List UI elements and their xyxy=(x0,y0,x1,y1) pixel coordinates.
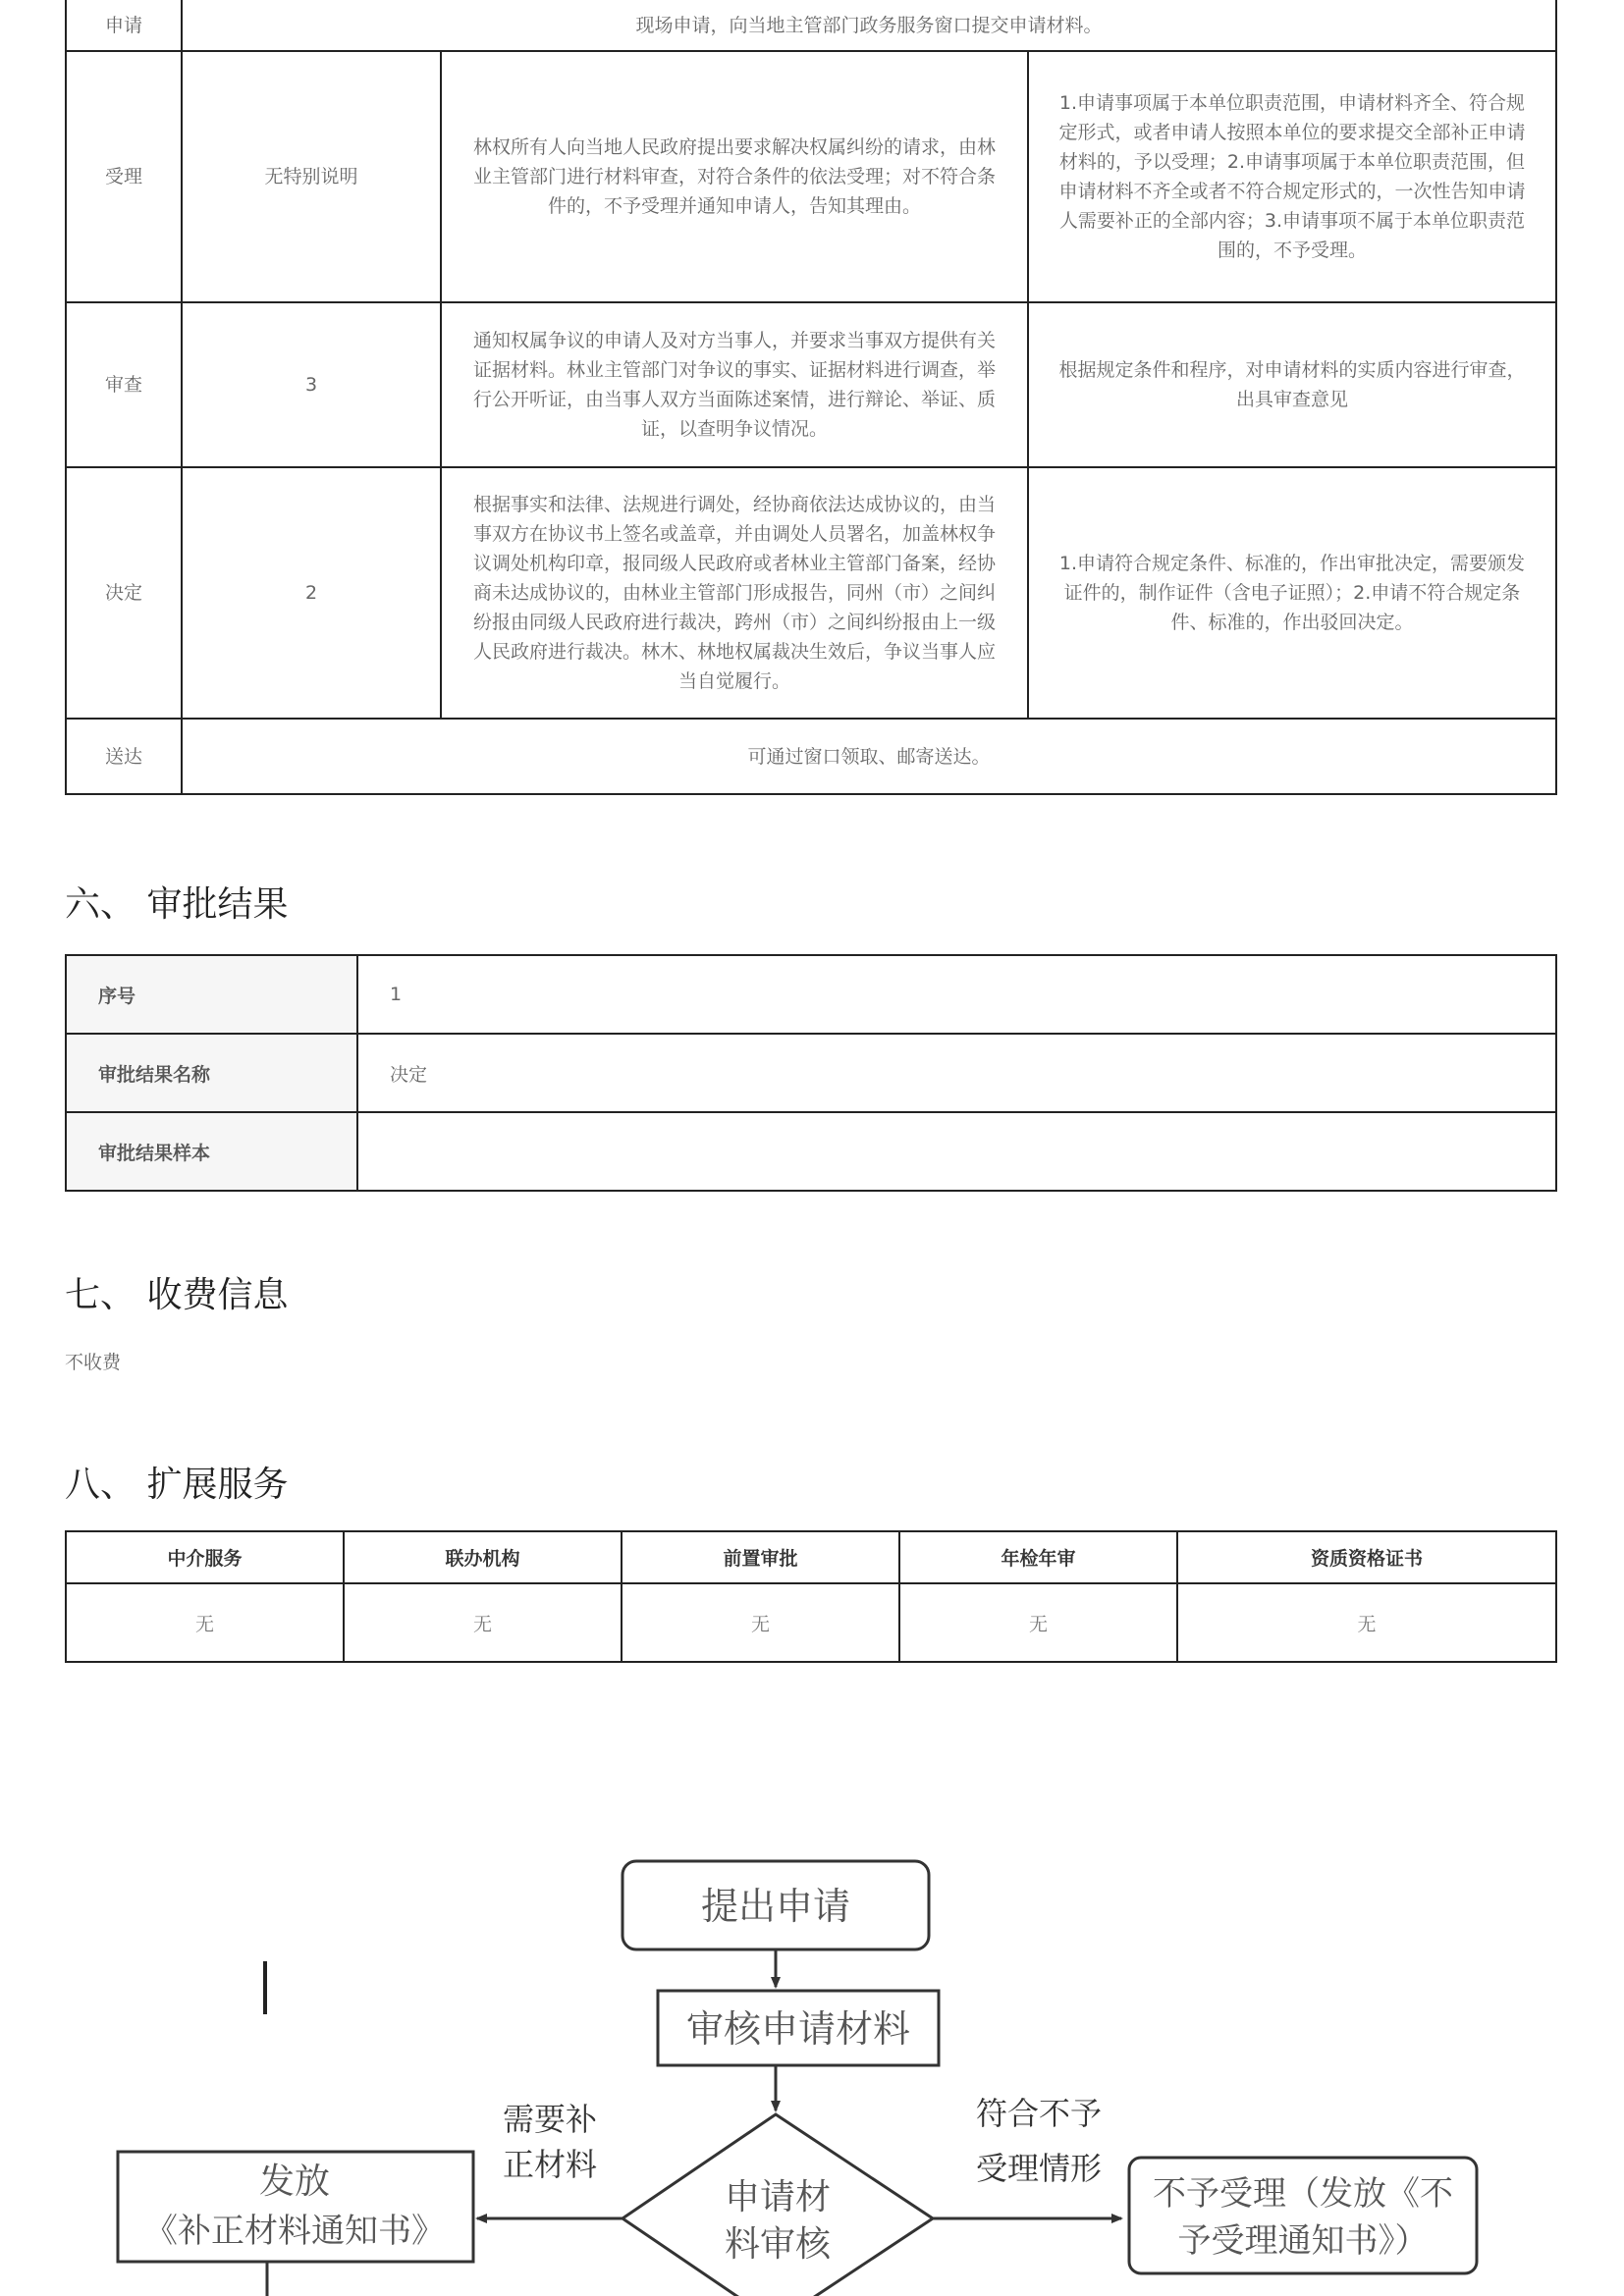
submit-text: 提出申请 xyxy=(700,1885,851,1928)
period-cell: 2 xyxy=(182,467,441,719)
column-header: 资质资格证书 xyxy=(1177,1531,1556,1583)
deliver-method-cell: 可通过窗口领取、邮寄送达。 xyxy=(182,719,1556,794)
column-header: 中介服务 xyxy=(66,1531,344,1583)
row-value: 决定 xyxy=(357,1034,1556,1112)
table-cell: 无 xyxy=(344,1583,622,1662)
criteria-cell: 1.申请符合规定条件、标准的，作出审批决定，需要颁发证件的，制作证件（含电子证照）；2.申请不符合规定条件、标准的，作出驳回决定。 xyxy=(1028,467,1556,719)
column-header: 联办机构 xyxy=(344,1531,622,1583)
table-cell: 无 xyxy=(1177,1583,1556,1662)
rejection-box-line2: 予受理通知书》） xyxy=(1177,2221,1429,2261)
table-header-row xyxy=(66,1531,1556,1583)
table-row xyxy=(66,1583,1556,1662)
stage-cell: 受理 xyxy=(66,51,182,302)
table-row xyxy=(66,1034,1556,1112)
extended-services-table xyxy=(65,1530,1557,1663)
fee-text: 不收费 xyxy=(65,1352,122,1373)
section-heading-fee-info: 七、 收费信息 xyxy=(65,1275,289,1315)
decision-text-line2: 料审核 xyxy=(724,2224,832,2265)
content-cell: 通知权属争议的申请人及对方当事人，并要求当事双方提供有关证据材料。林业主管部门对争议的事实、证据材料进行调查，举行公开听证，由当事人双方当面陈述案情，进行辩论、举证、质证，以查明争议情况。 xyxy=(441,302,1028,467)
criteria-cell: 根据规定条件和程序，对申请材料的实质内容进行审查，出具审查意见 xyxy=(1028,302,1556,467)
table-row xyxy=(66,467,1556,719)
right-branch-label-line2: 受理情形 xyxy=(975,2150,1103,2187)
process-table xyxy=(65,0,1557,795)
left-branch-label-line1: 需要补 xyxy=(502,2101,598,2138)
row-label: 审批结果名称 xyxy=(66,1034,357,1112)
section-heading-extended-services: 八、 扩展服务 xyxy=(65,1465,289,1505)
column-header: 前置审批 xyxy=(622,1531,899,1583)
table-row xyxy=(66,302,1556,467)
section-heading-approval-result: 六、 审批结果 xyxy=(65,884,289,925)
left-branch-label-line2: 正材料 xyxy=(502,2146,598,2183)
column-header: 年检年审 xyxy=(899,1531,1177,1583)
check-materials-text: 审核申请材料 xyxy=(685,2007,911,2051)
row-value: 1 xyxy=(357,955,1556,1034)
right-branch-label-line1: 符合不予 xyxy=(975,2095,1103,2132)
apply-method-cell: 现场申请，向当地主管部门政务服务窗口提交申请材料。 xyxy=(182,0,1556,51)
content-cell: 林权所有人向当地人民政府提出要求解决权属纠纷的请求，由林业主管部门进行材料审查，对符合条件的依法受理；对不符合条件的，不予受理并通知申请人，告知其理由。 xyxy=(441,51,1028,302)
table-cell: 无 xyxy=(66,1583,344,1662)
stage-cell: 审查 xyxy=(66,302,182,467)
approval-result-table xyxy=(65,954,1557,1192)
decision-text-line1: 申请材 xyxy=(724,2177,832,2217)
period-cell: 3 xyxy=(182,302,441,467)
table-row xyxy=(66,0,1556,51)
stage-cell: 送达 xyxy=(66,719,182,794)
row-value xyxy=(357,1112,1556,1191)
period-cell: 无特别说明 xyxy=(182,51,441,302)
supplement-box-line2: 《补正材料通知书》 xyxy=(144,2212,445,2251)
table-cell: 无 xyxy=(899,1583,1177,1662)
approval-flowchart xyxy=(0,1845,1624,2296)
table-row xyxy=(66,51,1556,302)
row-label: 序号 xyxy=(66,955,357,1034)
table-row xyxy=(66,719,1556,794)
stage-cell: 决定 xyxy=(66,467,182,719)
table-cell: 无 xyxy=(622,1583,899,1662)
row-label: 审批结果样本 xyxy=(66,1112,357,1191)
content-cell: 根据事实和法律、法规进行调处，经协商依法达成协议的，由当事双方在协议书上签名或盖章，并由调处人员署名，加盖林权争议调处机构印章，报同级人民政府或者林业主管部门备案，经协商未达成协议的，由林业主管部门形成报告，同州（市）之间纠纷报由同级人民政府进行裁决，跨州（市）之间纠纷报由上一级人民政府进行裁决。林木、林地权属裁决生效后，争议当事人应当自觉履行。 xyxy=(441,467,1028,719)
table-row xyxy=(66,955,1556,1034)
rejection-box-line1: 不予受理（发放《不 xyxy=(1153,2174,1453,2214)
criteria-cell: 1.申请事项属于本单位职责范围，申请材料齐全、符合规定形式，或者申请人按照本单位的要求提交全部补正申请材料的，予以受理；2.申请事项属于本单位职责范围，但申请材料不齐全或者不符合规定形式的，一次性告知申请人需要补正的全部内容；3.申请事项不属于本单位职责范围的，不予受理。 xyxy=(1028,51,1556,302)
stage-cell: 申请 xyxy=(66,0,182,51)
supplement-box-line1: 发放 xyxy=(258,2162,331,2202)
table-row xyxy=(66,1112,1556,1191)
